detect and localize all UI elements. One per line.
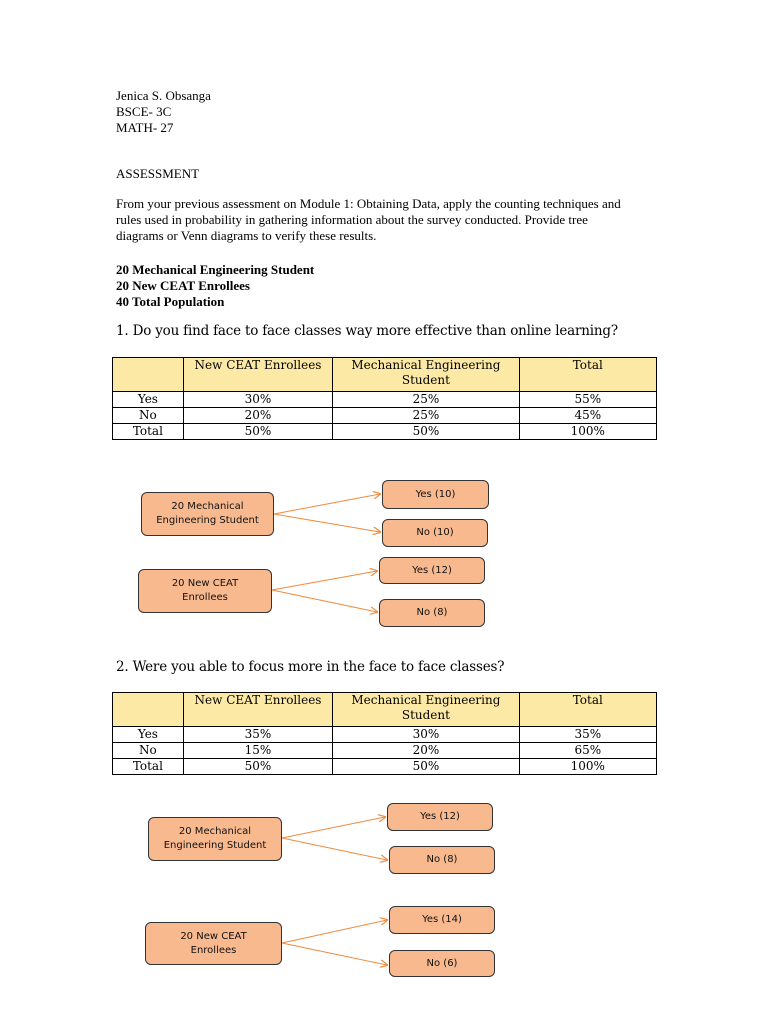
arrow-line <box>282 943 387 965</box>
tree1-ceat-node <box>138 569 272 613</box>
table-cell: 25% <box>333 392 519 408</box>
table-cell: 50% <box>183 424 332 440</box>
node-label: Yes (12) <box>412 564 452 576</box>
tree2-mech-no-node <box>389 846 495 874</box>
node-label: No (10) <box>416 527 454 538</box>
header-cell: Total <box>519 693 656 727</box>
header-cell: New CEAT Enrollees <box>183 358 332 392</box>
table-cell: No <box>113 408 184 424</box>
arrow-line <box>272 590 377 612</box>
student-section: BSCE- 3C <box>116 104 172 119</box>
table-row <box>113 727 657 743</box>
tree1-ceat-no-node <box>379 599 485 627</box>
tree2-ceat-no-node <box>389 950 495 977</box>
header-cell: New CEAT Enrollees <box>183 693 332 727</box>
table-cell: 55% <box>519 392 656 408</box>
node-label: No (8) <box>416 607 448 618</box>
table-cell: 30% <box>333 727 519 743</box>
count-ceat: 20 New CEAT Enrollees <box>116 278 250 293</box>
count-mechanical: 20 Mechanical Engineering Student <box>116 262 315 277</box>
table-cell: 45% <box>519 408 656 424</box>
table-cell: Total <box>113 759 184 775</box>
node-label: Yes (14) <box>422 914 462 925</box>
tree1-ceat-yes-node <box>379 557 485 584</box>
node-label: Yes (10) <box>415 488 456 500</box>
table-row <box>113 759 657 775</box>
table-cell: 15% <box>183 743 332 759</box>
node-label: Yes (12) <box>420 811 460 822</box>
node-label: 20 New CEAT Enrollees <box>171 578 239 603</box>
header-cell: Total <box>519 358 656 392</box>
arrow-line <box>274 494 380 514</box>
node-label: 20 New CEAT Enrollees <box>180 930 247 956</box>
arrow-line <box>282 817 385 838</box>
table-cell: 100% <box>519 424 656 440</box>
table-cell: 30% <box>183 392 332 408</box>
table-cell: 35% <box>519 727 656 743</box>
assessment-instructions: From your previous assessment on Module 1: Obtaining Data, apply the counting techniques and rules used in probability in gathering information about the survey conducted. Provide tree diagrams or Venn diagrams to verify these results. <box>116 196 621 243</box>
table-cell: 20% <box>183 408 332 424</box>
tree2-ceat-yes-node <box>389 906 495 934</box>
table-row <box>113 743 657 759</box>
tree2-ceat-node <box>145 922 282 965</box>
node-label: No (6) <box>426 957 458 969</box>
node-label: 20 Mechanical Engineering Student <box>156 501 259 526</box>
count-total: 40 Total Population <box>116 294 225 309</box>
tree1-mech-yes-node <box>382 480 489 509</box>
table-cell: Yes <box>113 727 184 743</box>
table-cell: Yes <box>113 392 184 408</box>
table-cell: 50% <box>333 424 519 440</box>
arrow-line <box>272 571 377 590</box>
table-cell: 50% <box>183 759 332 775</box>
table-cell: 25% <box>333 408 519 424</box>
course-code: MATH- 27 <box>116 120 174 135</box>
table-cell: 50% <box>333 759 519 775</box>
assessment-heading: ASSESSMENT <box>116 166 200 181</box>
survey-table-2 <box>112 692 657 775</box>
table-cell: 100% <box>519 759 656 775</box>
student-name: Jenica S. Obsanga <box>116 88 211 103</box>
table-header-row <box>113 693 657 727</box>
tree2-mech-node <box>148 817 282 861</box>
table-cell: 35% <box>183 727 332 743</box>
question-2: 2. Were you able to focus more in the face to face classes? <box>116 659 505 675</box>
arrow-line <box>274 514 380 532</box>
table-cell: 20% <box>333 743 519 759</box>
table-cell: Total <box>113 424 184 440</box>
header-cell: Mechanical Engineering Student <box>333 693 519 727</box>
question-1: 1. Do you find face to face classes way more effective than online learning? <box>116 323 618 339</box>
table-cell: 65% <box>519 743 656 759</box>
tree1-mech-no-node <box>382 519 488 547</box>
header-cell: Mechanical Engineering Student <box>333 358 519 392</box>
header-cell <box>113 693 184 727</box>
arrow-line <box>282 838 387 860</box>
node-label: No (8) <box>426 854 458 865</box>
arrow-line <box>282 920 387 943</box>
table-cell: No <box>113 743 184 759</box>
tree1-mech-node <box>141 492 274 536</box>
node-label: 20 Mechanical Engineering Student <box>163 826 267 851</box>
tree2-mech-yes-node <box>387 803 493 831</box>
